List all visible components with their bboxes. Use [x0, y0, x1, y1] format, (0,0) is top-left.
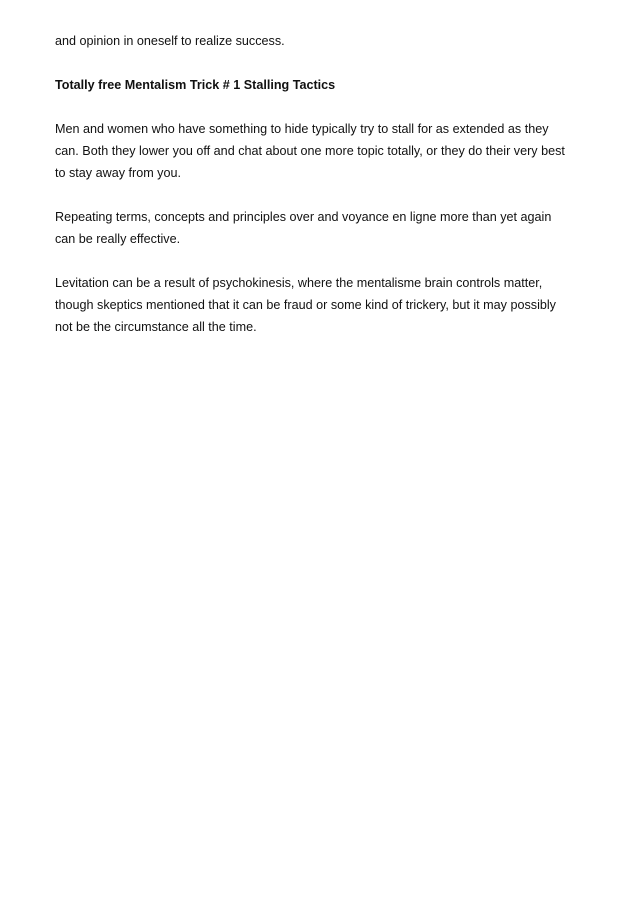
intro-paragraph [55, 30, 591, 52]
paragraph-line: Men and women who have something to hide typically try to stall for as extended as they [55, 122, 549, 136]
paragraph-line: though skeptics mentioned that it can be fraud or some kind of trickery, but it may possibly [55, 298, 556, 312]
paragraph-line: can be really effective. [55, 232, 181, 246]
paragraph-line: to stay away from you. [55, 166, 181, 180]
paragraph-line: Levitation can be a result of psychokinesis, where the mentalisme brain controls matter, [55, 276, 543, 290]
paragraph-levitation [55, 272, 591, 338]
paragraph-line: not be the circumstance all the time. [55, 320, 257, 334]
paragraph-stalling-tactics [55, 118, 591, 184]
section-heading [55, 74, 591, 96]
paragraph-line: can. Both they lower you off and chat about one more topic totally, or they do their very best [55, 144, 565, 158]
paragraph-line: Repeating terms, concepts and principles over and voyance en ligne more than yet again [55, 210, 552, 224]
intro-line: and opinion in oneself to realize success. [55, 34, 285, 48]
paragraph-repeating-terms [55, 206, 591, 250]
document-body [55, 30, 591, 360]
section-heading-text: Totally free Mentalism Trick # 1 Stalling Tactics [55, 78, 336, 92]
